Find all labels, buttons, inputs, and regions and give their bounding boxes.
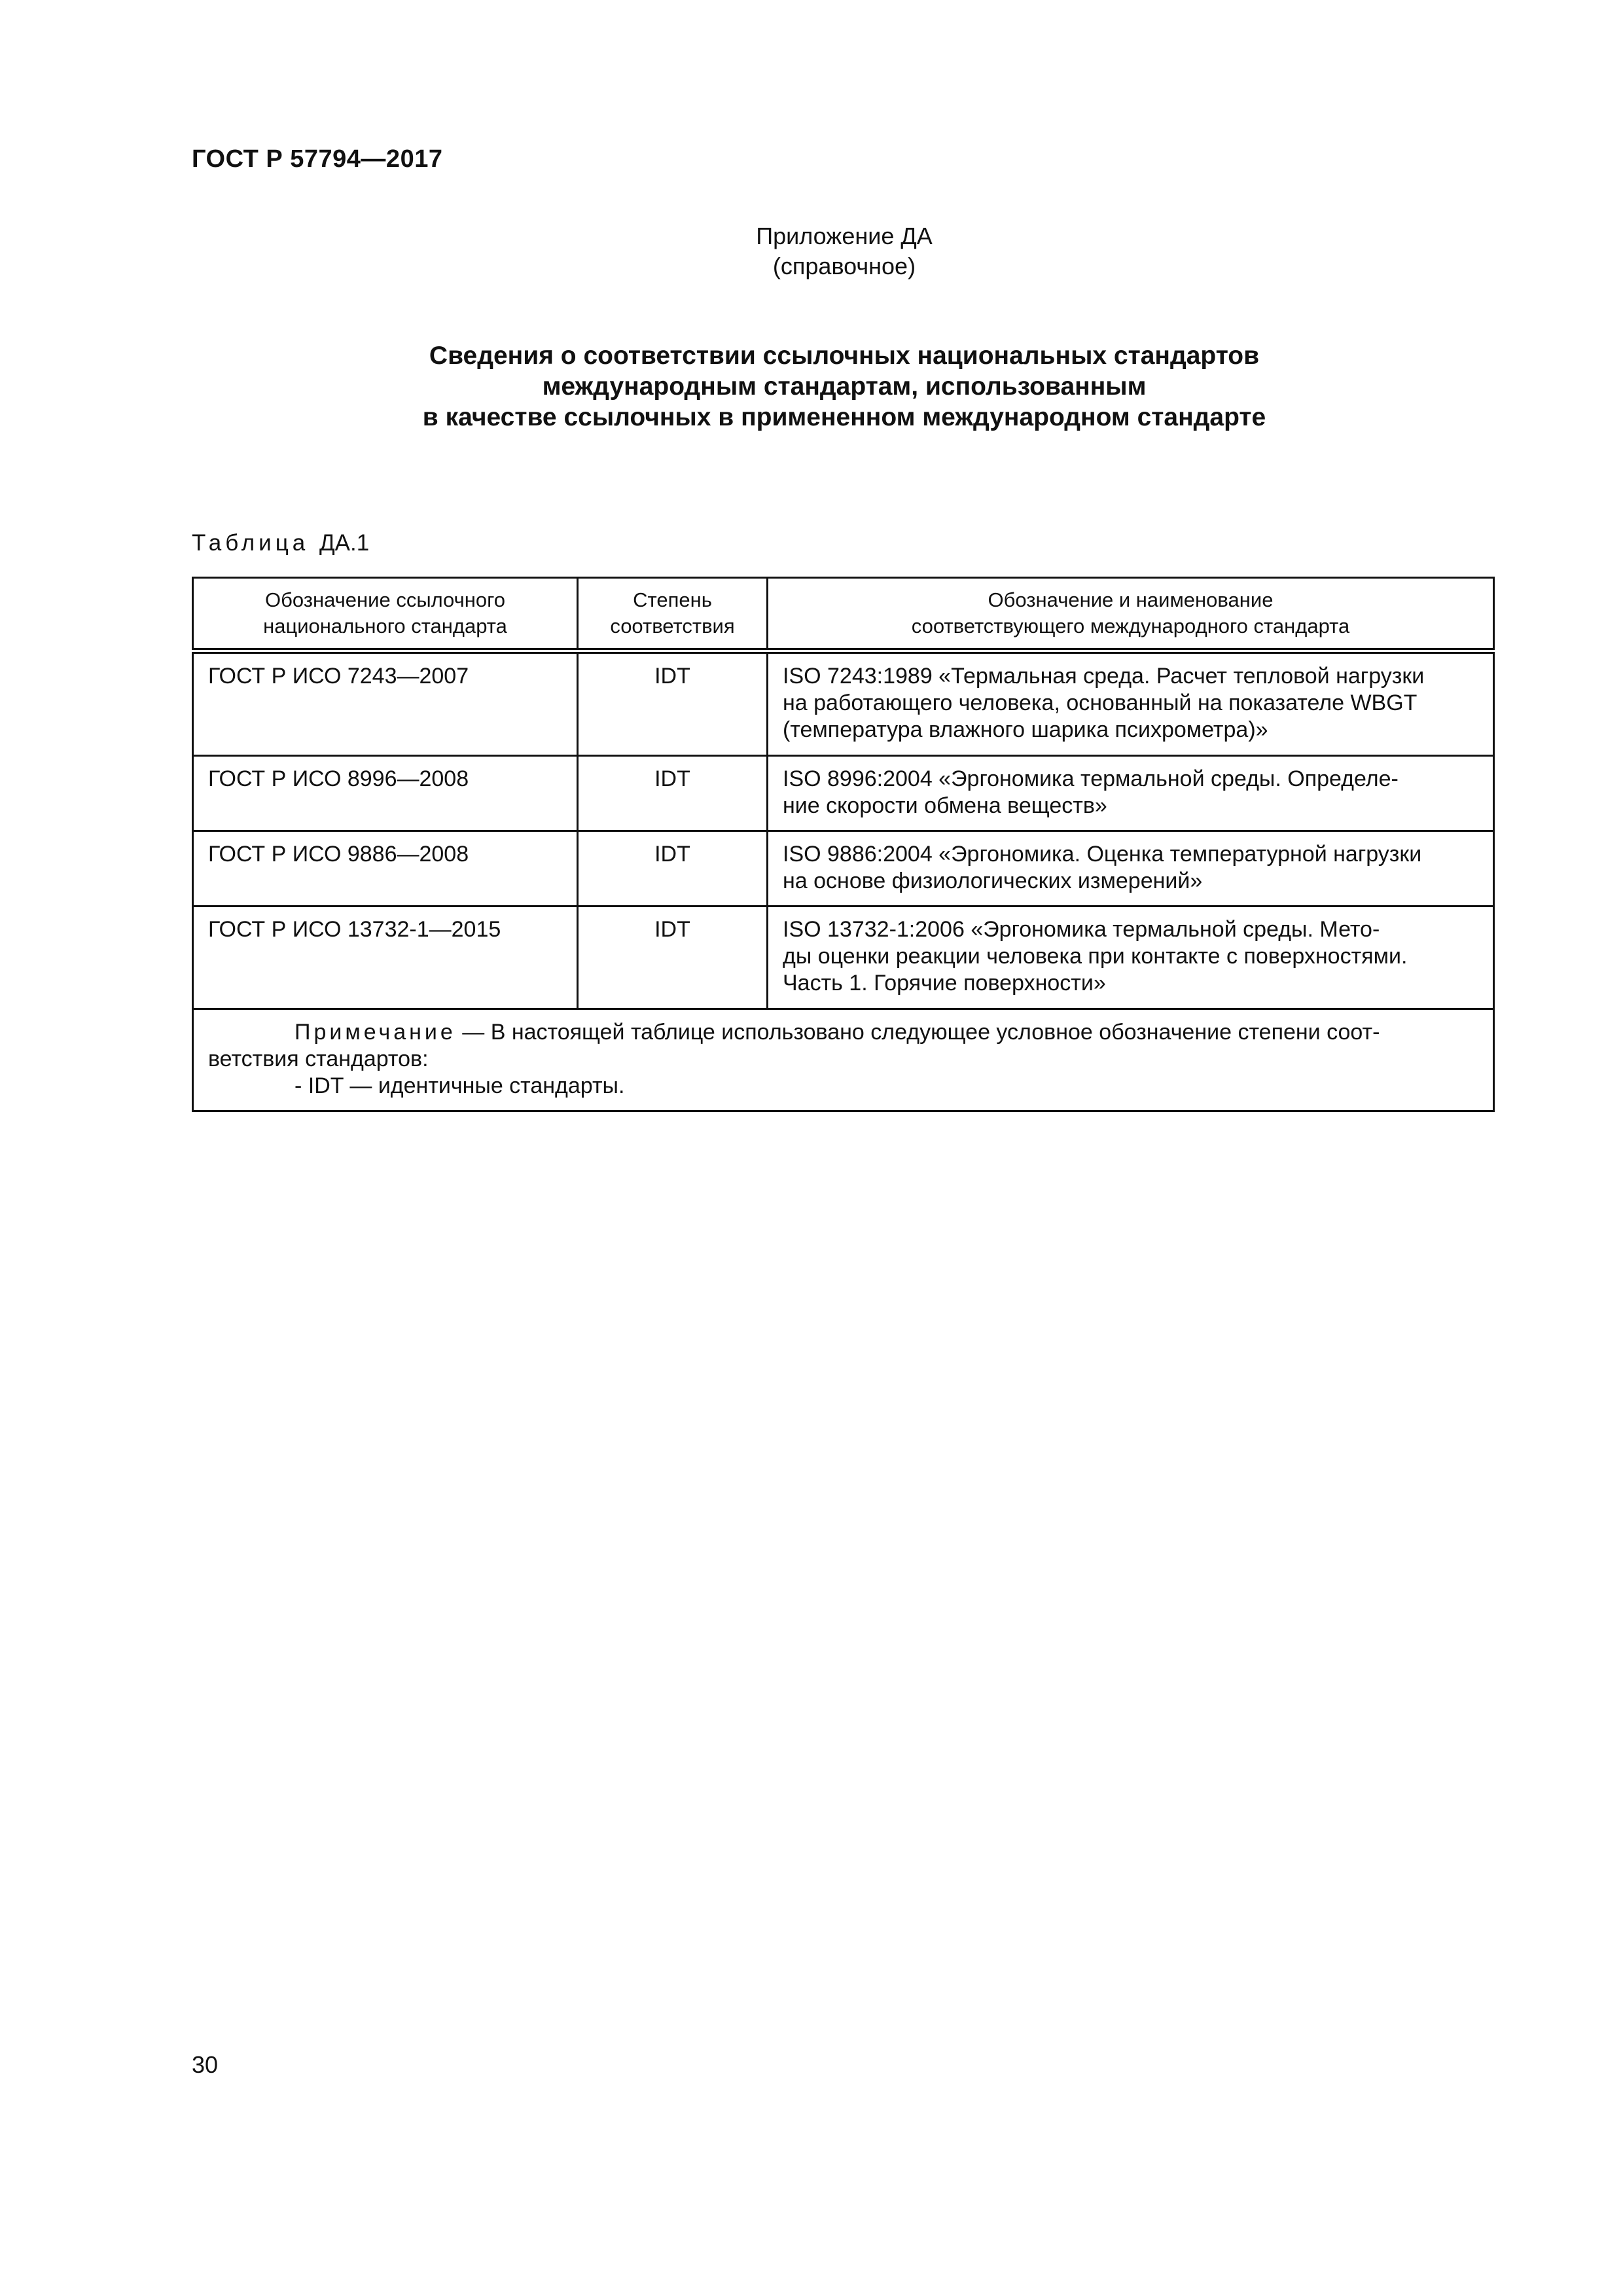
appendix-block xyxy=(576,221,1113,281)
header-line: Обозначение и наименование xyxy=(988,588,1274,611)
appendix-title: Приложение ДА xyxy=(756,223,933,249)
appendix-heading xyxy=(262,340,1427,433)
table-row xyxy=(193,831,1494,906)
header-line: Обозначение ссылочного xyxy=(265,588,505,611)
heading-line: Сведения о соответствии ссылочных национальных стандартов xyxy=(429,342,1260,370)
cell-line: на работающего человека, основанный на показателе WBGT xyxy=(783,691,1418,715)
table-caption xyxy=(192,530,369,556)
header-line: соответствия xyxy=(610,615,735,637)
cell-national-standard: ГОСТ Р ИСО 9886—2008 xyxy=(193,831,578,906)
cell-international-standard xyxy=(768,906,1494,1009)
cell-national-standard: ГОСТ Р ИСО 7243—2007 xyxy=(193,651,578,756)
cell-degree: IDT xyxy=(578,651,768,756)
cell-degree: IDT xyxy=(578,831,768,906)
note-list-item: - IDT — идентичные стандарты. xyxy=(294,1073,625,1098)
heading-line: международным стандартам, использованным xyxy=(542,372,1147,401)
appendix-subtitle: (справочное) xyxy=(772,253,916,279)
cell-line: (температура влажного шарика психрометра)» xyxy=(783,717,1268,742)
heading-line: в качестве ссылочных в примененном международном стандарте xyxy=(422,403,1266,431)
table-row xyxy=(193,756,1494,831)
table-note-row xyxy=(193,1009,1494,1111)
table-row xyxy=(193,651,1494,756)
note-label: Примечание xyxy=(294,1020,456,1045)
cell-international-standard xyxy=(768,831,1494,906)
cell-line: ISO 7243:1989 «Термальная среда. Расчет тепловой нагрузки xyxy=(783,664,1425,689)
header-line: соответствующего международного стандарта xyxy=(911,615,1350,637)
cell-line: ды оценки реакции человека при контакте с поверхностями. xyxy=(783,944,1408,969)
note-line: ветствия стандартов: xyxy=(208,1047,429,1071)
cell-degree: IDT xyxy=(578,756,768,831)
table-caption-word: Таблица xyxy=(192,530,310,556)
cell-international-standard xyxy=(768,651,1494,756)
header-international-standard xyxy=(768,578,1494,651)
note-line xyxy=(208,1019,1478,1046)
document-code: ГОСТ Р 57794—2017 xyxy=(192,145,443,173)
reference-standards-table xyxy=(192,577,1495,1112)
cell-line: ISO 13732-1:2006 «Эргономика термальной среды. Мето- xyxy=(783,917,1380,942)
cell-line: ние скорости обмена веществ» xyxy=(783,793,1107,818)
header-degree xyxy=(578,578,768,651)
page-number: 30 xyxy=(192,2051,219,2078)
table-row xyxy=(193,906,1494,1009)
table-header-row xyxy=(193,578,1494,651)
cell-national-standard: ГОСТ Р ИСО 13732-1—2015 xyxy=(193,906,578,1009)
header-line: национального стандарта xyxy=(263,615,507,637)
cell-national-standard: ГОСТ Р ИСО 8996—2008 xyxy=(193,756,578,831)
header-national-standard xyxy=(193,578,578,651)
cell-degree: IDT xyxy=(578,906,768,1009)
cell-line: на основе физиологических измерений» xyxy=(783,869,1203,893)
header-line: Степень xyxy=(633,588,712,611)
note-text: — В настоящей таблице использовано следующее условное обозначение степени соот- xyxy=(462,1020,1380,1045)
cell-line: ISO 8996:2004 «Эргономика термальной среды. Определе- xyxy=(783,766,1399,791)
table-note xyxy=(193,1009,1494,1111)
cell-international-standard xyxy=(768,756,1494,831)
cell-line: ISO 9886:2004 «Эргономика. Оценка температурной нагрузки xyxy=(783,842,1422,867)
cell-line: Часть 1. Горячие поверхности» xyxy=(783,971,1106,996)
table-caption-number: ДА.1 xyxy=(319,530,370,556)
